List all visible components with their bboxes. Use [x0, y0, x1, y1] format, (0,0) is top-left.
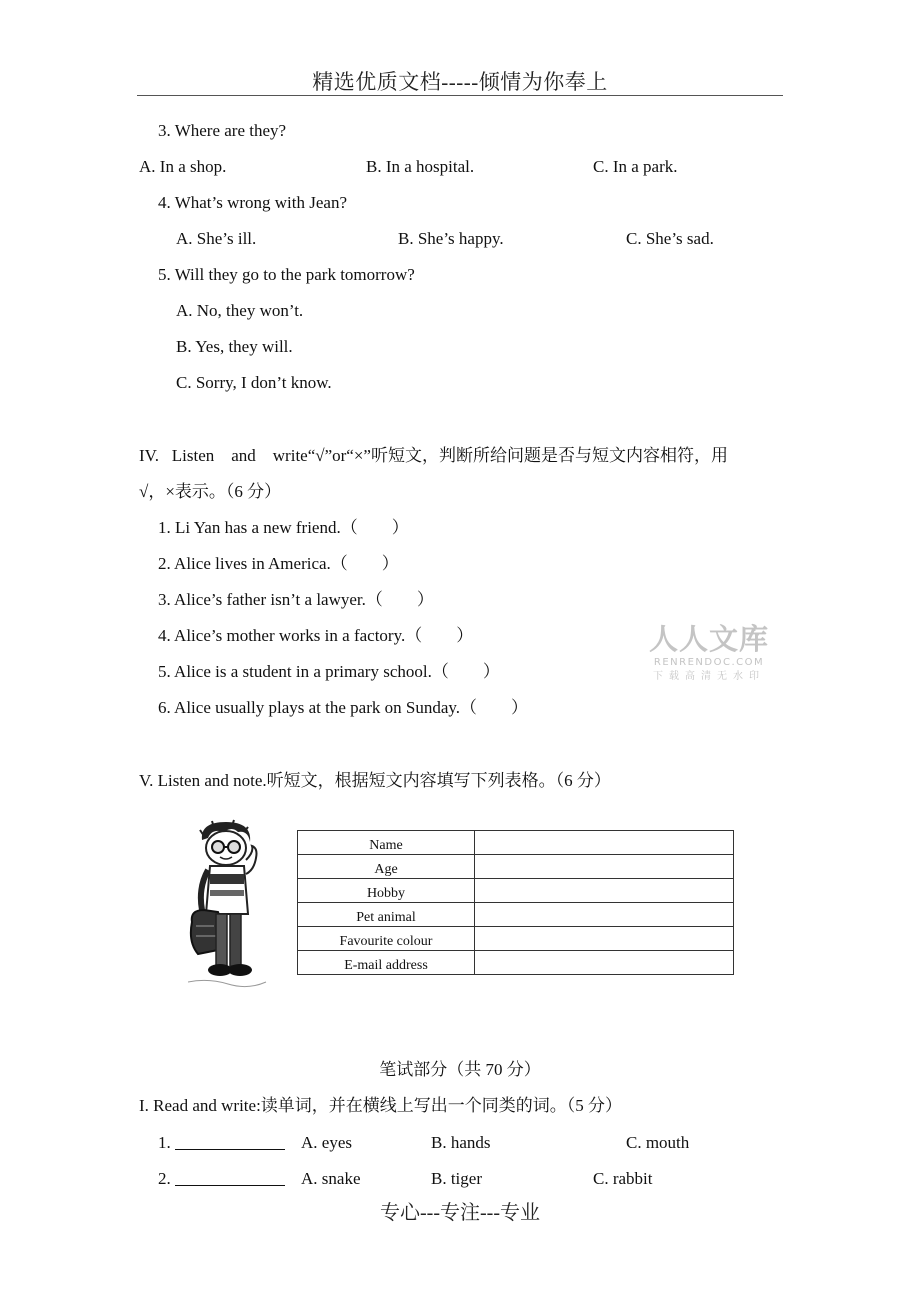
table-row [298, 927, 734, 951]
question-5-option-c: C. Sorry, I don’t know. [176, 373, 332, 392]
watermark [646, 622, 772, 684]
tf-item-4: 4. Alice’s mother works in a factory.（ ） [158, 626, 474, 645]
question-5-option-b: B. Yes, they will. [176, 337, 293, 356]
watermark-tagline: 下载高清无水印 [653, 671, 765, 682]
page-footer-title: 专心---专注---专业 [380, 1202, 540, 1224]
written-item-1 [158, 1133, 285, 1153]
written-item-1-option-a: A. eyes [301, 1133, 352, 1152]
info-table [297, 830, 734, 975]
question-5-option-a: A. No, they won’t. [176, 301, 304, 320]
question-3-option-b: B. In a hospital. [366, 157, 475, 176]
table-row [298, 879, 734, 903]
table-label-name: Name [298, 831, 475, 855]
tf-item-1: 1. Li Yan has a new friend.（ ） [158, 518, 409, 537]
table-value-email [475, 951, 734, 975]
question-3-option-a: A. In a shop. [139, 157, 227, 176]
written-item-2 [158, 1169, 285, 1189]
table-value-hobby [475, 879, 734, 903]
section-4-heading: IV. Listen and write“√”or“×”听短文，判断所给问题是否与短文内容相符，用 [139, 446, 728, 465]
written-item-1-option-c: C. mouth [626, 1133, 690, 1152]
section-5-heading: V. Listen and note.听短文，根据短文内容填写下列表格。（6 分） [139, 771, 611, 790]
question-4-option-c: C. She’s sad. [626, 229, 714, 248]
table-label-hobby: Hobby [298, 879, 475, 903]
section-4-heading-cont: √，×表示。（6 分） [139, 482, 282, 501]
tf-item-5: 5. Alice is a student in a primary school.（ ） [158, 662, 500, 681]
table-value-pet-animal [475, 903, 734, 927]
table-row [298, 903, 734, 927]
table-label-age: Age [298, 855, 475, 879]
cartoon-boy-icon [188, 818, 268, 988]
question-4-option-a: A. She’s ill. [176, 229, 257, 248]
page-header-title: 精选优质文档-----倾情为你奉上 [312, 70, 608, 94]
written-item-2-option-c: C. rabbit [593, 1169, 653, 1188]
header-divider [137, 95, 783, 96]
tf-item-2: 2. Alice lives in America.（ ） [158, 554, 399, 573]
written-item-2-option-b: B. tiger [431, 1169, 482, 1188]
table-label-favourite-colour: Favourite colour [298, 927, 475, 951]
watermark-brand: 人人文库 [648, 622, 769, 656]
written-item-1-number: 1. [158, 1133, 171, 1152]
question-3-option-c: C. In a park. [593, 157, 678, 176]
written-item-1-option-b: B. hands [431, 1133, 491, 1152]
table-row [298, 831, 734, 855]
written-item-2-option-a: A. snake [301, 1169, 361, 1188]
answer-blank-1[interactable] [175, 1133, 285, 1150]
question-4-option-b: B. She’s happy. [398, 229, 504, 248]
tf-item-6: 6. Alice usually plays at the park on Sunday.（ ） [158, 698, 529, 717]
table-value-name [475, 831, 734, 855]
written-item-2-number: 2. [158, 1169, 171, 1188]
question-3: 3. Where are they? [158, 121, 287, 140]
table-label-email: E-mail address [298, 951, 475, 975]
tf-item-3: 3. Alice’s father isn’t a lawyer.（ ） [158, 590, 434, 609]
written-part-title: 笔试部分（共 70 分） [379, 1060, 541, 1079]
table-row [298, 855, 734, 879]
table-row [298, 951, 734, 975]
question-5: 5. Will they go to the park tomorrow? [158, 265, 415, 284]
table-value-age [475, 855, 734, 879]
answer-blank-2[interactable] [175, 1169, 285, 1186]
table-value-favourite-colour [475, 927, 734, 951]
watermark-domain: RENRENDOC.COM [653, 657, 765, 668]
written-section-1-heading: I. Read and write:读单词，并在横线上写出一个同类的词。（5 分） [139, 1096, 623, 1115]
table-label-pet-animal: Pet animal [298, 903, 475, 927]
question-4: 4. What’s wrong with Jean? [158, 193, 348, 212]
